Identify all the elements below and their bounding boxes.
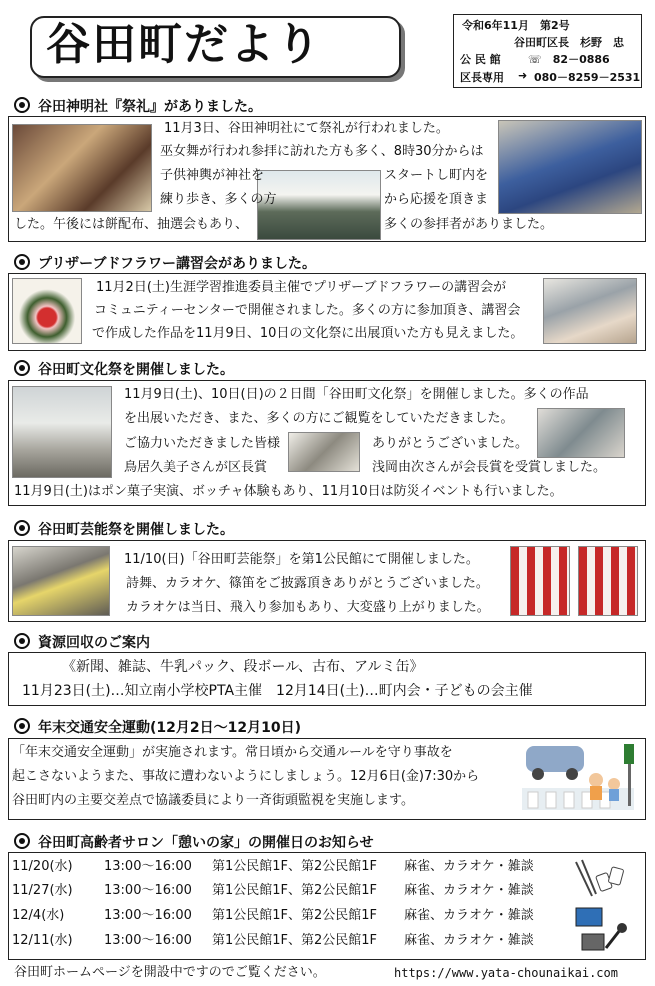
chief-phone-label: 区長専用	[460, 71, 504, 84]
shrine-text-7: した。午後には餅配布、抽選会もあり、	[14, 217, 249, 232]
footer-note: 谷田町ホームページを開設中ですのでご覧ください。	[14, 965, 326, 980]
shrine-text-4: スタートし町内を	[384, 168, 489, 183]
shrine-text-6: から応援を頂きま	[384, 192, 489, 207]
bullet-icon	[14, 520, 30, 536]
flower-heading: プリザーブドフラワー講習会がありました。	[14, 253, 316, 273]
shrine-text-2: 巫女舞が行われ参拝に訪れた方も多く、8時30分からは	[160, 144, 484, 159]
recycle-schedule: 11月23日(土)…知立南小学校PTA主催 12月14日(土)…町内会・子どもの会主催	[22, 683, 533, 699]
shrine-text-8: 多くの参拝者がありました。	[384, 217, 554, 232]
performance-text-3: カラオケは当日、飛入り参加もあり、大変盛り上がりました。	[126, 600, 490, 615]
flower-text-3: で作成した作品を11月9日、10日の文化祭に出展頂いた方も見えました。	[92, 326, 524, 341]
traffic-illustration	[518, 740, 640, 816]
performance-photo-2	[578, 546, 638, 616]
flower-text-1: 11月2日(土)生涯学習推進委員主催でプリザーブドフラワーの講習会が	[96, 280, 507, 295]
hall-phone: ☏ 82－0886	[528, 53, 610, 66]
bullet-icon	[14, 633, 30, 649]
salon-row: 12/4(水) 13:00～16:00 第1公民館1F、第2公民館1F 麻雀、カラオケ・雑談	[12, 908, 534, 923]
culture-heading: 谷田町文化祭を開催しました。	[14, 359, 234, 379]
performance-hall-photo	[12, 546, 110, 616]
culture-text-1: 11月9日(土)、10日(日)の２日間「谷田町文化祭」を開催しました。多くの作品	[124, 387, 589, 402]
salon-illustration	[570, 856, 630, 956]
chief-phone: 080－8259－2531	[534, 71, 641, 84]
chief-name: 谷田町区長 杉野 忠	[514, 36, 624, 49]
culture-entrance-photo	[12, 386, 112, 478]
performance-text-1: 11/10(日)「谷田町芸能祭」を第1公民館にて開催しました。	[124, 552, 479, 567]
traffic-text-1: 「年末交通安全運動」が実施されます。常日頃から交通ルールを守り事故を	[12, 745, 453, 760]
shrine-photo	[12, 124, 152, 212]
recycle-items: 《新聞、雑誌、牛乳パック、段ボール、古布、アルミ缶》	[62, 659, 424, 675]
bullet-icon	[14, 97, 30, 113]
bullet-icon	[14, 254, 30, 270]
karaoke-icon	[576, 908, 627, 950]
mahjong-icon	[576, 860, 624, 896]
culture-text-6: 浅岡由次さんが会長賞を受賞しました。	[372, 460, 607, 475]
shrine-text-1: 11月3日、谷田神明社にて祭礼が行われました。	[164, 121, 449, 136]
artwork-photo-1	[288, 432, 360, 472]
salon-heading: 谷田町高齢者サロン「憩いの家」の開催日のお知らせ	[14, 832, 374, 852]
phone-icon: ➜	[518, 69, 528, 82]
flower-photo	[12, 278, 82, 344]
salon-row: 11/20(水) 13:00～16:00 第1公民館1F、第2公民館1F 麻雀、カラオケ・雑談	[12, 859, 534, 874]
flower-text-2: コミュニティーセンターで開催されました。多くの方に参加頂き、講習会	[94, 303, 521, 318]
recycle-heading: 資源回収のご案内	[14, 632, 150, 652]
traffic-text-2: 起こさないようまた、事故に遭わないようにしましょう。12月6日(金)7:30から	[12, 769, 480, 784]
performance-text-2: 詩舞、カラオケ、篠笛をご披露頂きありがとうございました。	[126, 576, 489, 591]
culture-text-7: 11月9日(土)はポン菓子実演、ボッチャ体験もあり、11月10日は防災イベントも行いました。	[14, 484, 563, 499]
hall-label: 公 民 館	[460, 53, 501, 66]
artwork-photo-2	[537, 408, 625, 458]
shrine-text-3: 子供神輿が神社を	[160, 168, 265, 183]
culture-text-5: 鳥居久美子さんが区長賞	[124, 460, 268, 475]
bullet-icon	[14, 833, 30, 849]
traffic-text-3: 谷田町内の主要交差点で協議委員により一斉街頭監視を実施します。	[12, 793, 414, 808]
performance-photo-1	[510, 546, 570, 616]
culture-text-2: を出展いただき、また、多くの方にご観覧をしていただきました。	[124, 411, 514, 426]
shrine-text-5: 練り歩き、多くの方	[160, 192, 277, 207]
salon-row: 12/11(水) 13:00～16:00 第1公民館1F、第2公民館1F 麻雀、カラオケ・雑談	[12, 933, 534, 948]
performance-heading: 谷田町芸能祭を開催しました。	[14, 519, 234, 539]
bullet-icon	[14, 360, 30, 376]
culture-text-3: ご協力いただきました皆様	[124, 436, 281, 451]
salon-row: 11/27(水) 13:00～16:00 第1公民館1F、第2公民館1F 麻雀、カラオケ・雑談	[12, 883, 534, 898]
shrine-heading: 谷田神明社『祭礼』がありました。	[14, 96, 262, 116]
traffic-heading: 年末交通安全運動(12月2日～12月10日)	[14, 717, 301, 737]
workshop-photo	[543, 278, 637, 344]
bullet-icon	[14, 718, 30, 734]
culture-text-4: ありがとうございました。	[372, 436, 529, 451]
children-photo	[498, 120, 642, 214]
issue-info-box	[453, 14, 642, 88]
issue-number: 令和6年11月 第2号	[462, 19, 570, 32]
newsletter-title: 谷田町だより	[46, 19, 322, 70]
homepage-link[interactable]: https://www.yata-chounaikai.com	[394, 966, 618, 980]
